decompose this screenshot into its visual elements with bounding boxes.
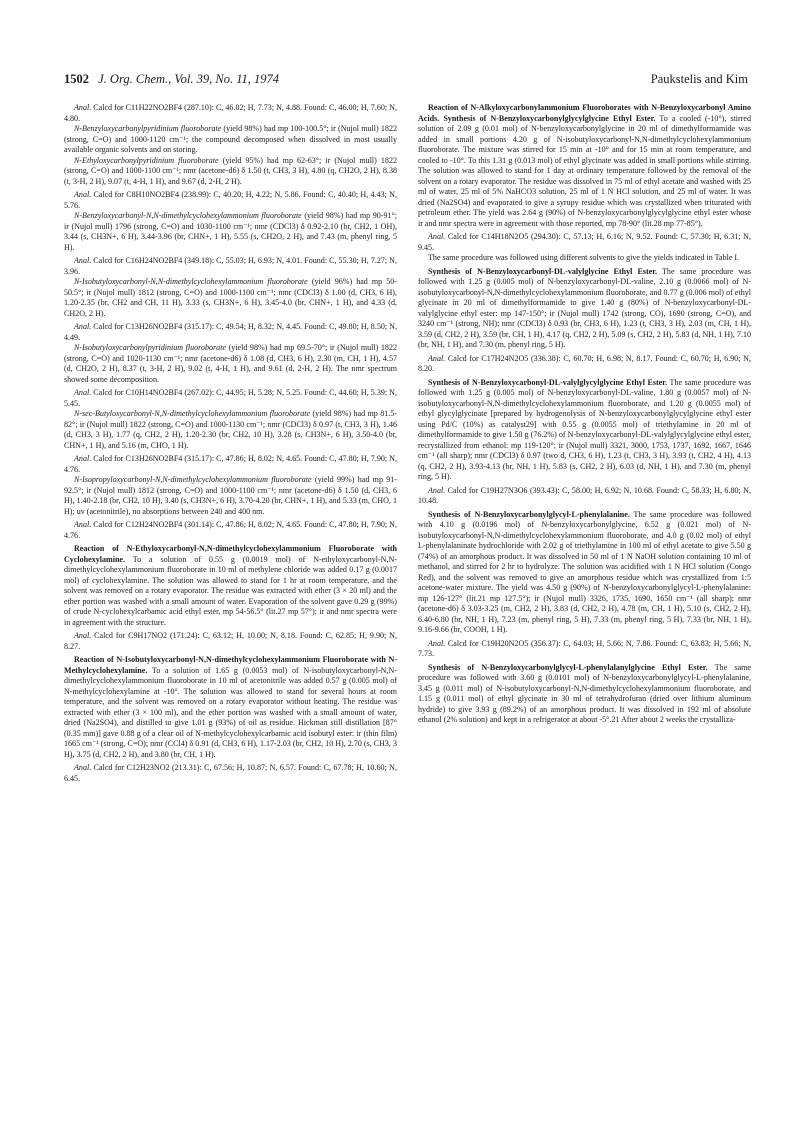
compound-paragraph	[64, 409, 397, 451]
procedure-paragraph	[64, 544, 397, 628]
compound-paragraph	[64, 124, 397, 156]
compound-paragraph	[64, 277, 397, 319]
analysis-paragraph	[64, 190, 397, 211]
compound-name: N-Benzyloxycarbonylpyridinium fluoroborate	[74, 124, 222, 133]
body-paragraph: The same procedure was followed using different solvents to give the yields indicated in Table I.	[428, 253, 740, 262]
analysis-label: Anal.	[74, 190, 92, 199]
analysis-text: Calcd for C12H24NO2BF4 (301.14): C, 47.86; H, 8.02; N, 4.65. Found: C, 47.80; H, 7.90; N, 4.76.	[64, 520, 397, 540]
analysis-label: Anal.	[428, 638, 446, 648]
procedure-title: Synthesis of N-Benzyloxycarbonyl-DL-valylglycylglycine Ethyl Ester.	[428, 377, 668, 387]
analysis-label: Anal.	[74, 103, 92, 112]
compound-paragraph	[64, 475, 397, 517]
procedure-paragraph	[418, 103, 751, 229]
compound-paragraph	[64, 156, 397, 188]
procedure-text: The same procedure was followed with 1.25 g (0.005 mol) of N-benzyloxycarbonyl-DL-valine, 1.80 g (0.0057 mol) of N-isobutyloxycarbonyl-N,N-dimethylcyclohexylammonium fluoroborate, and 1.20 g (0.0055 mol) of ethyl glycylglycinate [prepared by hydrogenolysis of N-benzyloxycarbonylglycylglycine ethyl ester using Pd/C (10%) as catalyst29] with 0.55 g (0.0055 mol) of triethylamine in 20 ml of dimethylformamide to give 1.50 g (76.2%) of N-benzyloxycarbonyl-DL-valylglycylglycine ethyl ester, recrystallized from ethanol: mp 119-120°; ir (Nujol mull) 3321, 3000, 1753, 1737, 1692, 1667, 1646 cm⁻¹ (all sharp); nmr (CDCl3) δ 0.97 (two d, CH3, 6 H), 1.23 (t, CH3, 3 H), 3.93 (t, CH2, 4 H), 4.13 (q, CH2, 2 H), 3.93-4.13 (br, NH, 1 H), 5.83 (s, CH2, 2 H), 6.03 (d, NH, 1 H), and 7.30 (m, phenyl ring, 5 H).	[418, 377, 751, 481]
analysis-label: Anal.	[428, 353, 446, 363]
page-number: 1502	[64, 72, 89, 86]
analysis-text: Calcd for C10H14NO2BF4 (267.02): C, 44.95; H, 5.28; N, 5.25. Found: C, 44.60; H, 5.39; N, 5.45.	[64, 388, 397, 408]
analysis-text: Calcd for C13H26NO2BF4 (315.17): C, 47.86; H, 8.02; N, 4.65. Found: C, 47.80; H, 7.90; N, 4.76.	[64, 454, 397, 474]
procedure-title: Synthesis of N-Benzyloxycarbonylglycyl-L-phenylalanine.	[428, 509, 630, 519]
procedure-title: Synthesis of N-Benzyloxycarbonyl-DL-valylglycine Ethyl Ester.	[428, 266, 658, 276]
compound-text: (yield 95%) had mp 62-63°; ir (Nujol mull) 1822 (strong, C=O) and 1000-1100 cm⁻¹; nmr (acetone-d6) δ 1.50 (t, CH3, 3 H), 4.80 (q, CH2O, 2 H), 8.38 (t, 3-H, 2 H), 9.07 (t, 4-H, 1 H), and 9.67 (d, 2-H, 2 H).	[64, 155, 397, 186]
journal-citation: J. Org. Chem., Vol. 39, No. 11, 1974	[98, 72, 280, 86]
compound-text: (yield 98%) had mp 81.5-82°; ir (Nujol mull) 1822 (strong, C=O) and 1000-1130 cm⁻¹; nmr (CDCl3) δ 0.97 (t, CH3, 3 H), 1.46 (d, CH3, 3 H), 1.77 (q, CH2, 2 H), 1.20-2.30 (br, CH2, 10 H), 3.28 (s, CH3N+, 6 H), 3.50-4.0 (br, CHN+, 1 H), and 5.16 (m, CHO, 1 H).	[64, 409, 397, 450]
analysis-text: Calcd for C9H17NO2 (171.24): C, 63.12; H, 10.00; N, 8.18. Found: C, 62.85; H, 9.90; N, 8.27.	[64, 631, 397, 651]
analysis-paragraph	[418, 486, 751, 507]
compound-name: N-Isobutyloxycarbonylpyridinium fluoroborate	[74, 343, 227, 352]
compound-name: N-sec-Butyloxycarbonyl-N,N-dimethylcyclohexylammonium fluoroborate	[74, 409, 311, 418]
procedure-paragraph	[418, 378, 751, 483]
analysis-text: Calcd for C16H24NO2BF4 (349.18): C, 55.03; H, 6.93; N, 4.01. Found: C, 55.30; H, 7.27; N, 3.96.	[64, 256, 397, 276]
analysis-paragraph	[64, 454, 397, 475]
procedure-text: To a solution of 0.55 g (0.0019 mol) of N-ethyloxycarbonyl-N,N-dimethylcyclohexylammonium fluoroborate in 10 ml of methylene chloride was added 0.17 g (0.0017 mol) of cyclohexylamine. The solution was allowed to stand for 1 hr at room temperature, and the solvent was removed on a rotary evaporator. The residue was extracted with ether (3 × 20 ml) and the ether portion was washed with a small amount of water. Evaporation of the solvent gave 0.29 g (99%) of crude N-cyclohexylcarbamic acid ethyl ester, mp 54-56.5° (lit.27 mp 57°); ir and nmr spectra were in agreement with the structure.	[64, 554, 397, 627]
compound-paragraph	[64, 343, 397, 385]
analysis-paragraph	[418, 639, 751, 660]
analysis-paragraph	[418, 354, 751, 375]
procedure-title: Reaction of N-Isobutyloxycarbonyl-N,N-dimethylcyclohexylammonium Fluoroborate with N-Methylcyclohexylamine.	[64, 655, 397, 675]
analysis-label: Anal.	[74, 388, 92, 397]
analysis-text: Calcd for C14H18N2O5 (294.30): C, 57.13; H, 6.16; N, 9.52. Found: C, 57.30; H, 6.31; N, 9.45.	[418, 232, 751, 252]
analysis-text: Calcd for C19H20N2O5 (356.37): C, 64.03; H, 5.66; N, 7.86. Found: C, 63.83; H, 5.66; N, 7.73.	[418, 638, 751, 658]
analysis-label: Anal.	[74, 763, 92, 772]
procedure-text: To a solution of 1.65 g (0.0053 mol) of N-isobutyloxycarbonyl-N,N-dimethylcyclohexylammonium fluoroborate in 10 ml of acetonitrile was added 0.57 g (0.005 mol) of N-methylcyclohexylamine at -10°. The solution was allowed to stand for several hours at room temperature, and the solvent was removed on a rotary evaporator without heating. The residue was extracted with ether (3 × 100 ml), and the ether portion was washed with a small amount of water, dried (Na2SO4), and distilled to give 1.01 g (93%) of oil as residue. Hickman still distillation [87° (0.35 mm)] gave 0.88 g of a clear oil of N-methylcyclohexylcarbamic acid isobutyl ester: ir (thin film) 1665 cm⁻¹ (strong, C=O); nmr (CCl4) δ 0.91 (d, CH3, 6 H), 1.17-2.03 (br, CH2, 10 H), 2.70 (s, CH3, 3 H), 3.75 (d, CH2, 2 H), and 3.80 (br, CH, 1 H).	[64, 665, 397, 759]
analysis-paragraph	[418, 232, 751, 253]
analysis-text: Calcd for C17H24N2O5 (336.38): C, 60.70; H, 6.98; N, 8.17. Found: C, 60.70; H, 6.90; N, 8.20.	[418, 353, 751, 373]
analysis-paragraph	[64, 256, 397, 277]
analysis-text: Calcd for C19H27N3O6 (393.43): C, 58.00; H, 6.92; N, 10.68. Found: C, 58.33; H, 6.80; N, 10.48.	[418, 485, 751, 505]
compound-paragraph	[64, 211, 397, 253]
analysis-label: Anal.	[74, 520, 92, 529]
left-column	[64, 100, 397, 1130]
analysis-label: Anal.	[74, 631, 92, 640]
compound-name: N-Benzyloxycarbonyl-N,N-dimethylcyclohexylammonium fluoroborate	[74, 211, 302, 220]
compound-name: N-Isopropyloxycarbonyl-N,N-dimethylcyclohexylammonium fluoroborate	[74, 475, 312, 484]
analysis-paragraph	[64, 631, 397, 652]
analysis-paragraph	[64, 103, 397, 124]
procedure-text: The same procedure was followed with 1.25 g (0.005 mol) of N-benzyloxycarbonyl-DL-valine, 2.10 g (0.0066 mol) of N-isobutyloxycarbonyl-N,N-dimethylcyclohexylammonium fluoroborate, and 0.77 g (0.006 mol) of ethyl glycinate in 20 ml of dimethylformamide to give 1.40 g (80%) of N-benzyloxycarbonyl-DL-valylglycine ethyl ester: mp 147-150°; ir (Nujol mull) 1742 (strong, CO), 1690 (strong, C=O), and 3240 cm⁻¹ (strong, NH); nmr (CDCl3) δ 0.93 (br, CH3, 6 H), 1.23 (t, CH3, 3 H), 2.03 (m, CH, 1 H), 3.59 (d, CH2, 2 H), 3.59 (br, CH, 1 H), 4.17 (q, CH2, 2 H), 5.09 (s, CH2, 2 H), 5.83 (d, NH, 1 H), 7.10 (br, NH, 1 H), and 7.30 (m, phenyl ring, 5 H).	[418, 266, 751, 349]
procedure-title: Reaction of N-Alkyloxycarbonylammonium Fluoroborates with N-Benzyloxycarbonyl Amino Acids. Synthesis of N-Benzyloxycarbonylglycylglycine Ethyl Ester.	[418, 103, 751, 123]
compound-name: N-Isobutyloxycarbonyl-N,N-dimethylcyclohexylammonium fluoroborate	[74, 277, 308, 286]
compound-text: (yield 98%) had mp 90-91°; ir (Nujol mull) 1796 (strong, C=O) and 1030-1100 cm⁻¹; nmr (CDCl3) δ 0.92-2.10 (br, CH2, 1 OH), 3.44 (s, CH3N+, 6 H), 3.44-3.96 (br, CHN+, 1 H), 5.55 (s, CH2O, 2 H), and 7.43 (m, phenyl ring, 5 H).	[64, 211, 397, 252]
analysis-paragraph	[64, 520, 397, 541]
analysis-text: Calcd for C11H22NO2BF4 (287.10): C, 46.02; H, 7.73; N, 4.88. Found: C, 46.00; H, 7.60; N, 4.80.	[64, 103, 397, 123]
analysis-label: Anal.	[428, 232, 446, 241]
running-header	[64, 72, 748, 92]
analysis-label: Anal.	[74, 256, 92, 265]
header-authors: Paukstelis and Kim	[650, 72, 748, 86]
procedure-title: Reaction of N-Ethyloxycarbonyl-N,N-dimethylcyclohexylammonium Fluoroborate with Cyclohexylamine.	[64, 544, 397, 564]
procedure-paragraph	[418, 267, 751, 351]
analysis-text: Calcd for C13H26NO2BF4 (315.17): C, 49.54; H, 8.32; N, 4.45. Found: C, 49.80; H, 8.50; N, 4.49.	[64, 322, 397, 342]
procedure-paragraph	[418, 510, 751, 636]
compound-text: (yield 98%) had mp 69.5-70°; ir (Nujol mull) 1822 (strong, C=O) and 1020-1130 cm⁻¹; nmr (acetone-d6) δ 1.08 (d, CH3, 6 H), 2.30 (m, CH, 1 H), 4.57 (d, CH2O, 2 H), 8.37 (t, 3-H, 2 H), 9.02 (t, 4-H, 1 H), and 9.61 (d, 2-H, 2 H). The nmr spectrum showed some decomposition.	[64, 343, 397, 384]
header-left	[64, 72, 279, 87]
analysis-label: Anal.	[428, 485, 446, 495]
procedure-text: To a cooled (-10°), stirred solution of 2.09 g (0.01 mol) of N-benzyloxycarbonylglycine in 20 ml of dimethylformamide was added in small portions 4.20 g of N-isobutyloxycarbonyl-N,N-dimethylcyclohexylammonium fluoroborate. The mixture was stirred for 15 min at -10° and for 15 min at room temperature, and cooled to -10°. To this 1.31 g (0.013 mol) of ethyl glycinate was added in small portions while stirring. The solution was allowed to stand for 1 day at ordinary temperature followed by the removal of the solvent on a rotary evaporator. The residue was dissolved in 75 ml of ethyl acetate and washed with 25 ml of water, 25 ml of 5% NaHCO3 solution, 25 ml of 1 N HCl solution, and 25 ml of water. It was dried (Na2SO4) and evaporated to give a syrupy residue which was crystallized when triturated with petroleum ether. The yield was 2.64 g (90%) of N-benzyloxycarbonylglycylglycine ethyl ester whose ir and nmr spectra were in agreement with those reported, mp 78-90° (lit.28 mp 77-85°).	[418, 113, 751, 228]
analysis-label: Anal.	[74, 322, 92, 331]
procedure-text: The same procedure was followed with 3.60 g (0.0101 mol) of N-benzyloxycarbonylglycyl-L-phenylalanine, 3.45 g (0.011 mol) of N-isobutyloxycarbonyl-N,N-dimethylcyclohexylammonium fluoroborate, and 1.15 g (0.011 mol) of ethyl glycinate in 30 ml of tetrahydrofuran (dried over lithium aluminum hydride) to give 3.93 g (89.2%) of an amorphous product. It was dissolved in 192 ml of absolute ethanol (2% solution) and kept in a refrigerator at about -5°.21 After about 2 weeks the crystalliza-	[418, 662, 751, 724]
analysis-paragraph	[64, 388, 397, 409]
analysis-text: Calcd for C8H10NO2BF4 (238.99): C, 40.20; H, 4.22; N, 5.86. Found: C, 40.40; H, 4.43; N, 5.76.	[64, 190, 397, 210]
right-column	[418, 100, 751, 1130]
procedure-title: Synthesis of N-Benzyloxycarbonylglycyl-L-phenylalanylglycine Ethyl Ester.	[428, 662, 708, 672]
procedure-paragraph	[418, 663, 751, 726]
analysis-label: Anal.	[74, 454, 92, 463]
compound-text: (yield 98%) had mp 100-100.5°; ir (Nujol mull) 1822 (strong, C=O) and 1000-1120 cm⁻¹; the compound decomposed when dissolved in most usually available organic solvents and on storing.	[64, 124, 397, 154]
compound-name: N-Ethyloxycarbonylpyridinium fluoroborate	[74, 155, 219, 165]
analysis-text: Calcd for C12H23NO2 (213.31): C, 67.56; H, 10.87; N, 6.57. Found: C, 67.78; H, 10.60; N, 6.45.	[64, 763, 397, 783]
analysis-paragraph	[64, 763, 397, 784]
compound-text: (yield 99%) had mp 91-92.5°; ir (Nujol mull) 1812 (strong, C=O) and 1000-1100 cm⁻¹; nmr (acetone-d6) δ 1.50 (d, CH3, 6 H), 1.40-2.18 (br, CH2, 10 H), 3.40 (s, CH3N+, 6 H), 3.70-4.20 (br, CHN+, 1 H), and 5.33 (m, CHO, 1 H); uv (acetonitrile), no absorptions between 240 and 400 nm.	[64, 475, 397, 516]
compound-text: (yield 96%) had mp 50-50.5°; ir (Nujol mull) 1812 (strong, C=O) and 1000-1100 cm⁻¹; nmr (CDCl3) δ 1.00 (d, CH3, 6 H), 1.20-2.35 (br, CH2 and CH, 11 H), 3.33 (s, CH3N+, 6 H), 3.45-4.0 (br, CHN+, 1 H), and 4.33 (d, CH2O, 2 H).	[64, 277, 397, 318]
procedure-paragraph	[64, 655, 397, 760]
procedure-text: The same procedure was followed with 4.10 g (0.0196 mol) of N-benzyloxycarbonylglycine, 6.52 g (0.021 mol) of N-isobutyloxycarbonyl-N,N-dimethylcyclohexylammonium fluoroborate, and 4.0 g (0.02 mol) of ethyl L-phenylalaninate hydrochloride with 2.02 g of triethylamine in 100 ml of ethyl acetate to give 5.50 g (74%) of an amorphous product. It was dissolved in 50 ml of 1 N NaOH solution containing 10 ml of methanol, and stirred for 2 hr to hydrolyze. The solution was acidified with 1 N HCl solution (Congo Red), and the solvent was removed to give an amorphous residue which was crystallized from 1:5 acetone-water mixture. The yield was 4.50 g (90%) of N-benzyloxycarbonylglycyl-L-phenylalanine: mp 126-127° (lit.21 mp 127.5°); ir (Nujol mull) 3326, 1735, 1690, 1650 cm⁻¹ (all sharp); nmr (acetone-d6) δ 3.03-3.25 (m, CH2, 2 H), 3.83 (d, CH2, 2 H), 4.78 (m, CH, 1 H), 5.10 (s, CH2, 2 H), 6.40-6.80 (br, NH, 1 H), 7.23 (m, phenyl ring, 5 H), 7.33 (m, phenyl ring, 5 H), 7.33 (br, NH, 1 H), 9.16-9.66 (br, COOH, 1 H).	[418, 509, 751, 634]
analysis-paragraph	[64, 322, 397, 343]
